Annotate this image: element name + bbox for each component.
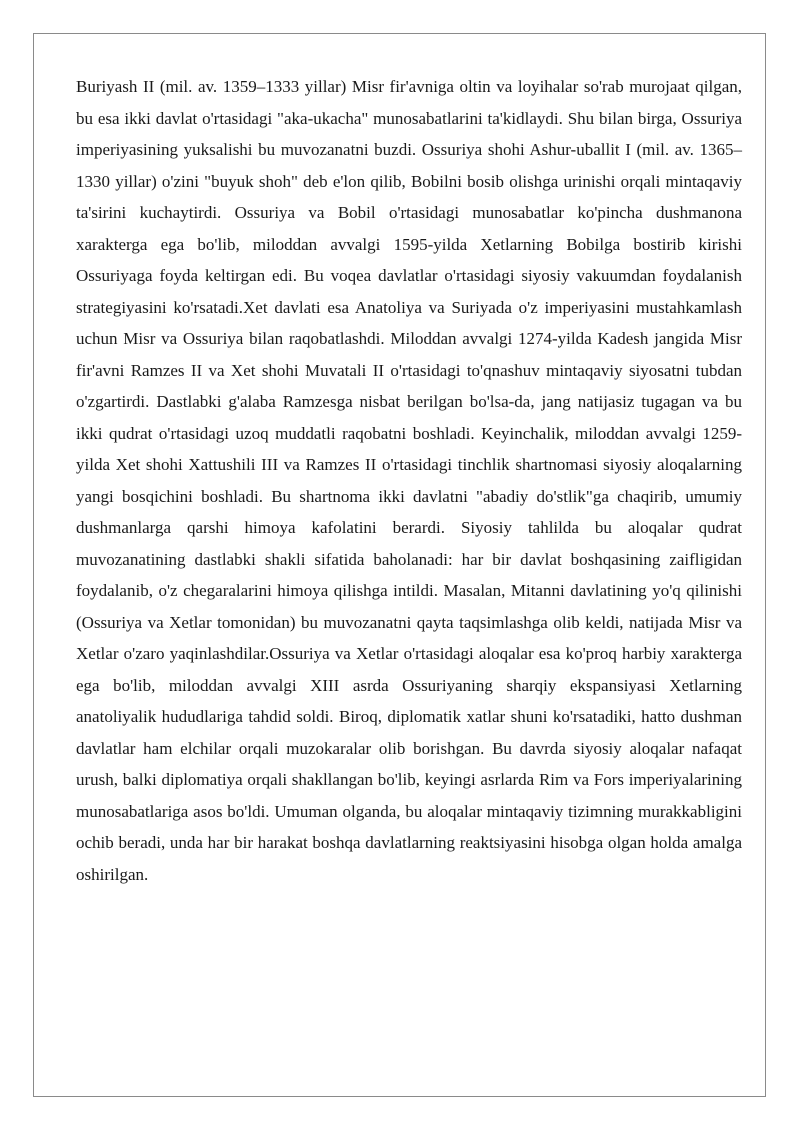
body-paragraph: Buriyash II (mil. av. 1359–1333 yillar) Misr fir'avniga oltin va loyihalar so'rab murojaat qilgan, bu esa ikki davlat o'rtasidagi "aka-ukacha" munosabatlarini ta'kidlaydi. Shu bilan birga, Ossuriya imperiyasining yuksalishi bu muvozanatni buzdi. Ossuriya shohi Ashur-uballit I (mil. av. 1365–1330 yillar) o'zini "buyuk shoh" deb e'lon qilib, Bobilni bosib olishga urinishi orqali mintaqaviy ta'sirini kuchaytirdi. Ossuriya va Bobil o'rtasidagi munosabatlar ko'pincha dushmanona xarakterga ega bo'lib, miloddan avvalgi 1595-yilda Xetlarning Bobilga bostirib kirishi Ossuriyaga foyda keltirgan edi. Bu voqea davlatlar o'rtasidagi siyosiy vakuumdan foydalanish strategiyasini ko'rsatadi.Xet davlati esa Anatoliya va Suriyada o'z imperiyasini mustahkamlash uchun Misr va Ossuriya bilan raqobatlashdi. Miloddan avvalgi 1274-yilda Kadesh jangida Misr fir'avni Ramzes II va Xet shohi Muvatali II o'rtasidagi to'qnashuv mintaqaviy siyosatni tubdan o'zgartirdi. Dastlabki g'alaba Ramzesga nisbat berilgan bo'lsa-da, jang natijasiz tugagan va bu ikki qudrat o'rtasidagi uzoq muddatli raqobatni boshladi. Keyinchalik, miloddan avvalgi 1259-yilda Xet shohi Xattushili III va Ramzes II o'rtasidagi tinchlik shartnomasi siyosiy aloqalarning yangi bosqichini boshladi. Bu shartnoma ikki davlatni "abadiy do'stlik"ga chaqirib, umumiy dushmanlarga qarshi himoya kafolatini berardi. Siyosiy tahlilda bu aloqalar qudrat muvozanatining dastlabki shakli sifatida baholanadi: har bir davlat boshqasining zaifligidan foydalanib, o'z chegaralarini himoya qilishga intildi. Masalan, Mitanni davlatining yo'q qilinishi (Ossuriya va Xetlar tomonidan) bu muvozanatni qayta taqsimlashga olib keldi, natijada Misr va Xetlar o'zaro yaqinlashdilar.Ossuriya va Xetlar o'rtasidagi aloqalar esa ko'proq harbiy xarakterga ega bo'lib, miloddan avvalgi XIII asrda Ossuriyaning sharqiy ekspansiyasi Xetlarning anatoliyalik hududlariga tahdid soldi. Biroq, diplomatik xatlar shuni ko'rsatadiki, hatto dushman davlatlar ham elchilar orqali muzokaralar olib borishgan. Bu davrda siyosiy aloqalar nafaqat urush, balki diplomatiya orqali shakllangan bo'lib, keyingi asrlarda Rim va Fors imperiyalarining munosabatlariga asos bo'ldi. Umuman olganda, bu aloqalar mintaqaviy tizimning murakkabligini ochib beradi, unda har bir harakat boshqa davlatlarning reaktsiyasini hisobga olgan holda amalga oshirilgan.	[76, 77, 742, 884]
